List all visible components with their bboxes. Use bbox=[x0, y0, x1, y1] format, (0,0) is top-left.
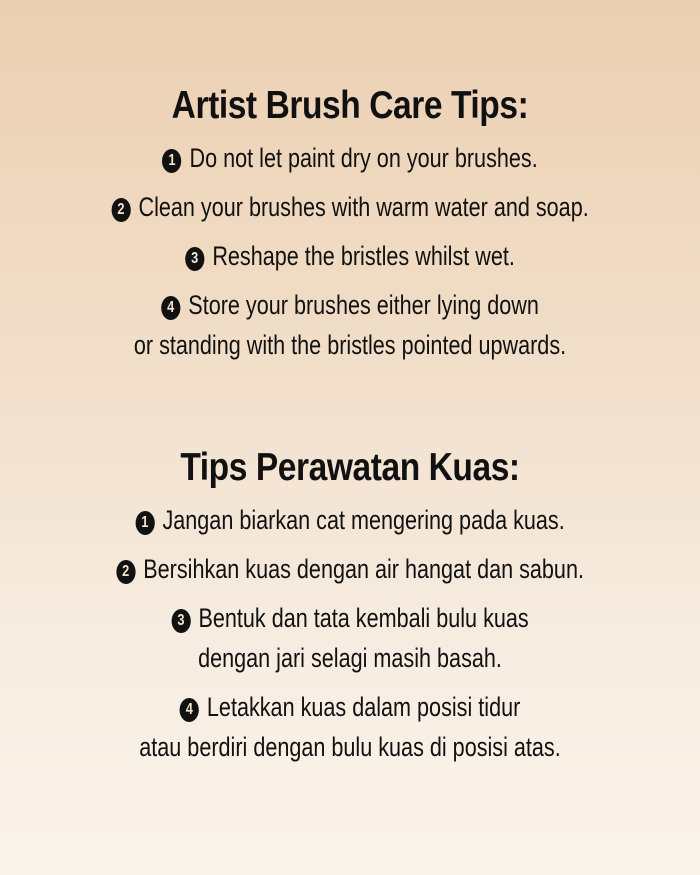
english-tip-2-text: Clean your brushes with warm water and soap. bbox=[138, 192, 589, 222]
indonesian-tip-2 bbox=[70, 549, 630, 589]
english-tip-3 bbox=[70, 236, 630, 276]
english-tips-section bbox=[0, 80, 700, 374]
indonesian-tip-3-text-line-2: dengan jari selagi masih basah. bbox=[198, 643, 502, 673]
indonesian-tip-4-text-line-2: atau berdiri dengan bulu kuas di posisi atas. bbox=[139, 732, 561, 762]
number-2-icon: 2 bbox=[111, 198, 130, 222]
english-title: Artist Brush Care Tips: bbox=[171, 84, 529, 127]
english-tip-4 bbox=[70, 285, 630, 365]
number-1-icon: 1 bbox=[162, 149, 181, 173]
indonesian-tip-4-text-line-1: Letakkan kuas dalam posisi tidur bbox=[206, 692, 521, 722]
english-tip-1 bbox=[70, 138, 630, 178]
indonesian-tip-1-text: Jangan biarkan cat mengering pada kuas. bbox=[162, 505, 565, 535]
indonesian-tip-1 bbox=[70, 500, 630, 540]
indonesian-tip-4 bbox=[70, 687, 630, 767]
indonesian-tips-section bbox=[0, 442, 700, 776]
english-tip-4-text-line-2: or standing with the bristles pointed upwards. bbox=[133, 330, 567, 360]
english-tip-1-text: Do not let paint dry on your brushes. bbox=[189, 143, 538, 173]
number-1-icon: 1 bbox=[135, 511, 154, 535]
number-3-icon: 3 bbox=[171, 609, 190, 633]
english-tip-4-text-line-1: Store your brushes either lying down bbox=[188, 290, 539, 320]
indonesian-tip-3-text-line-1: Bentuk dan tata kembali bulu kuas bbox=[198, 603, 529, 633]
indonesian-tip-3 bbox=[70, 598, 630, 678]
number-3-icon: 3 bbox=[185, 247, 204, 271]
number-4-icon: 4 bbox=[161, 296, 180, 320]
english-tip-3-text: Reshape the bristles whilst wet. bbox=[212, 241, 515, 271]
english-tip-2 bbox=[70, 187, 630, 227]
number-4-icon: 4 bbox=[180, 698, 199, 722]
indonesian-tip-2-text: Bersihkan kuas dengan air hangat dan sabun. bbox=[143, 554, 584, 584]
number-2-icon: 2 bbox=[116, 560, 135, 584]
indonesian-title: Tips Perawatan Kuas: bbox=[180, 446, 520, 489]
